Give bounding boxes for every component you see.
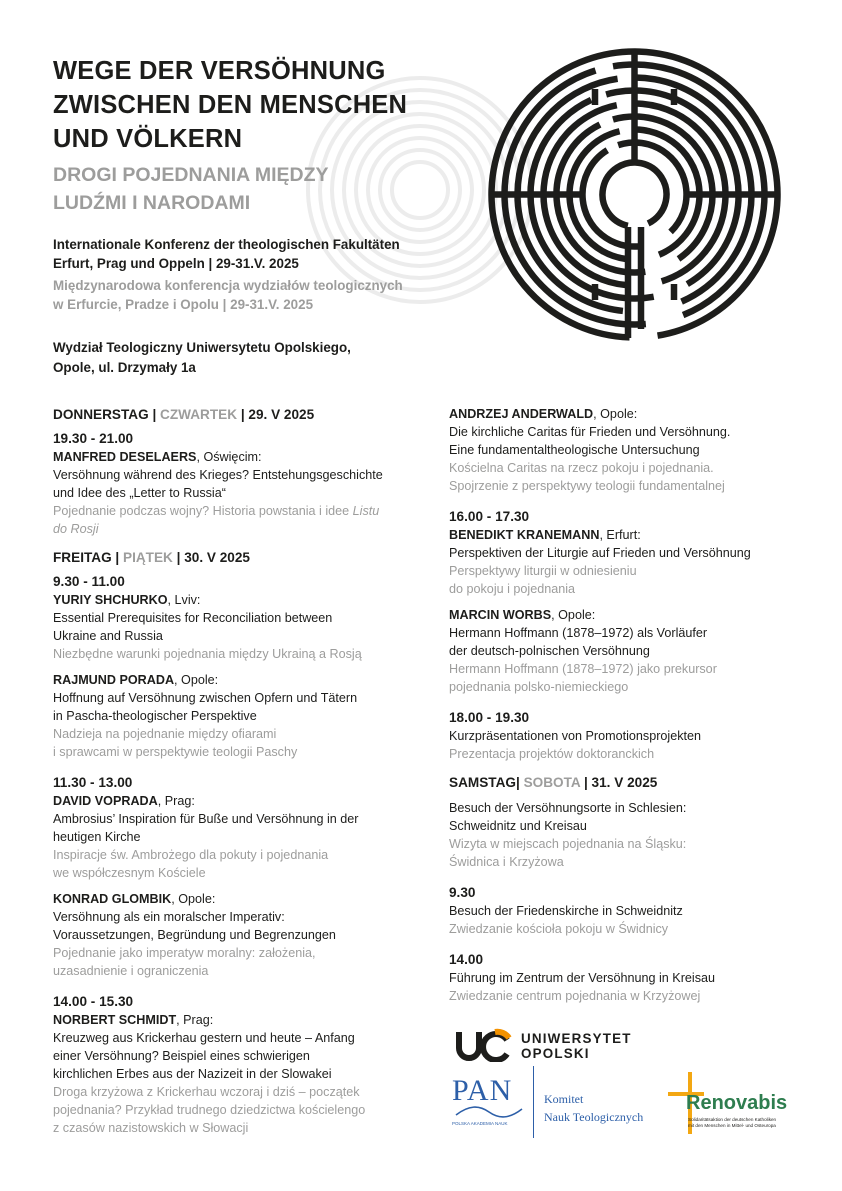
talk-title-de: Ambrosius’ Inspiration für Buße und Versöhnung in der [53,812,359,826]
komitet-text [544,1090,643,1126]
item-title-pl: Zwiedzanie centrum pojednania w Krzyżowej [449,989,701,1003]
time-slot: 9.30 [449,885,476,900]
item-title-pl: Świdnica i Krzyżowa [449,855,564,869]
uo-name-line: UNIWERSYTET [521,1031,632,1046]
labyrinth-emblem [487,47,782,342]
talk-title-pl: Inspiracje św. Ambrożego dla pokuty i pojednania [53,848,329,862]
speaker: YURIY SHCHURKO, Lviv: [53,593,201,607]
speaker: ANDRZEJ ANDERWALD, Opole: [449,407,638,421]
speaker: RAJMUND PORADA, Opole: [53,673,219,687]
subtitle-de-line: Erfurt, Prag und Oppeln | 29-31.V. 2025 [53,256,299,271]
program-right-column [449,405,819,1005]
talk-anderwald [449,405,819,495]
item-title-pl: Wizyta w miejscach pojednania na Śląsku: [449,837,687,851]
talk-title-pl: Perspektywy liturgii w odniesieniu [449,564,637,578]
subtitle-german [53,235,400,273]
day-heading-thursday: DONNERSTAG | CZWARTEK | 29. V 2025 [53,407,315,422]
uo-logo-icon [455,1028,515,1062]
time-slot: 14.00 [449,952,484,967]
title-de-line: UND VÖLKERN [53,125,243,153]
talk-title-de: Perspektiven der Liturgie auf Frieden und Versöhnung [449,546,751,560]
talk-title-pl: pojednania polsko-niemieckiego [449,680,629,694]
item-friedenskirche [449,902,819,938]
talk-title-de: Hermann Hoffmann (1878–1972) als Vorläufer [449,626,708,640]
talk-title-pl: do pokoju i pojednania [449,582,576,596]
talk-title-pl: Hermann Hoffmann (1878–1972) jako prekursor [449,662,717,676]
speaker: NORBERT SCHMIDT, Prag: [53,1013,214,1027]
talk-kranemann [449,526,819,598]
speaker: BENEDIKT KRANEMANN, Erfurt: [449,528,641,542]
venue [53,338,351,378]
talk-shchurko [53,591,418,663]
venue-line: Opole, ul. Drzymały 1a [53,360,196,375]
venue-line: Wydział Teologiczny Uniwersytetu Opolskiego, [53,340,351,355]
renovabis-small [688,1117,776,1128]
time-slot: 14.00 - 15.30 [53,994,134,1009]
talk-title-pl: Nadzieja na pojednanie między ofiarami [53,727,277,741]
item-title-de: Führung im Zentrum der Versöhnung in Kreisau [449,971,716,985]
item-title-de: Kurzpräsentationen von Promotionsprojekten [449,729,702,743]
item-visit [449,799,819,871]
item-title-de: Besuch der Friedenskirche in Schweidnitz [449,904,683,918]
talk-title-pl: Pojednanie jako imperatyw moralny: założenia, [53,946,316,960]
talk-title-pl: uzasadnienie i ograniczenia [53,964,209,978]
talk-glombik [53,890,418,980]
talk-title-de: Ukraine and Russia [53,629,163,643]
item-title-de: Schweidnitz und Kreisau [449,819,587,833]
talk-title-pl: we współczesnym Kościele [53,866,206,880]
talk-title-pl: Spojrzenie z perspektywy teologii fundamentalnej [449,479,725,493]
renovabis-logo [662,1070,812,1140]
talk-deselaers [53,448,418,538]
subtitle-pl-line: w Erfurcie, Pradze i Opolu | 29-31.V. 2025 [53,297,314,312]
talk-title-de: Essential Prerequisites for Reconciliation between [53,611,333,625]
renovabis-small-line: Solidaritätsaktion der deutschen Katholiken [688,1117,777,1122]
renovabis-wordmark: Renovabis [686,1092,788,1114]
talk-title-de: Voraussetzungen, Begründung und Begrenzungen [53,928,336,942]
speaker: KONRAD GLOMBIK, Opole: [53,892,216,906]
talk-title-pl: Niezbędne warunki pojednania między Ukrainą a Rosją [53,647,362,661]
talk-title-de: und Idee des „Letter to Russia“ [53,486,226,500]
talk-title-de: Eine fundamentaltheologische Untersuchung [449,443,700,457]
talk-title-de: heutigen Kirche [53,830,141,844]
talk-title-pl: Pojednanie podczas wojny? Historia powstania i idee Listu [53,504,380,518]
speaker: DAVID VOPRADA, Prag: [53,794,195,808]
talk-title-pl: z czasów nazistowskich w Słowacji [53,1121,249,1135]
talk-title-de: in Pascha-theologischer Perspektive [53,709,257,723]
talk-schmidt [53,1011,418,1137]
talk-title-pl: do Rosji [53,522,99,536]
komitet-line: Komitet [544,1092,584,1106]
talk-title-de: Hoffnung auf Versöhnung zwischen Opfern und Tätern [53,691,358,705]
pan-wordmark: PAN [452,1074,513,1107]
title-pl-line: LUDŹMI I NARODAMI [53,192,251,214]
item-title-pl: Zwiedzanie kościoła pokoju w Świdnicy [449,922,669,936]
talk-porada [53,671,418,761]
talk-title-pl: Droga krzyżowa z Krickerhau wczoraj i dziś – początek [53,1085,360,1099]
talk-voprada [53,792,418,882]
subtitle-pl-line: Międzynarodowa konferencja wydziałów teologicznych [53,278,403,293]
item-promotion [449,727,819,763]
pan-wave-icon [454,1105,524,1119]
talk-title-de: einer Versöhnung? Beispiel eines schwierigen [53,1049,310,1063]
talk-title-de: Versöhnung als ein moralscher Imperativ: [53,910,285,924]
talk-title-de: Kreuzweg aus Krickerhau gestern und heute – Anfang [53,1031,355,1045]
talk-title-pl: pojednania? Przykład trudnego dziedzictwa kościelengo [53,1103,366,1117]
pan-divider [533,1066,534,1138]
item-title-de: Besuch der Versöhnungsorte in Schlesien: [449,801,687,815]
talk-title-de: der deutsch-polnischen Versöhnung [449,644,650,658]
time-slot: 16.00 - 17.30 [449,509,530,524]
time-slot: 9.30 - 11.00 [53,574,125,589]
day-heading-friday: FREITAG | PIĄTEK | 30. V 2025 [53,550,250,565]
speaker: MARCIN WORBS, Opole: [449,608,596,622]
talk-worbs [449,606,819,696]
title-de-line: WEGE DER VERSÖHNUNG [53,57,386,85]
talk-title-de: kirchlichen Erbes aus der Nazizeit in der Slowakei [53,1067,332,1081]
pan-small: POLSKA AKADEMIA NAUK [452,1121,508,1126]
time-slot: 19.30 - 21.00 [53,431,134,446]
talk-title-pl: i sprawcami w perspektywie teologii Paschy [53,745,298,759]
talk-title-de: Versöhnung während des Krieges? Entstehungsgeschichte [53,468,383,482]
title-pl-line: DROGI POJEDNANIA MIĘDZY [53,164,329,186]
komitet-line: Nauk Teologicznych [544,1110,644,1124]
program-left-column [53,405,418,1137]
uo-name-line: OPOLSKI [521,1046,590,1061]
subtitle-polish [53,276,403,314]
talk-title-de: Die kirchliche Caritas für Frieden und Versöhnung. [449,425,731,439]
title-de-line: ZWISCHEN DEN MENSCHEN [53,91,408,119]
time-slot: 11.30 - 13.00 [53,775,133,790]
speaker: MANFRED DESELAERS, Oświęcim: [53,450,262,464]
item-kreisau [449,969,819,1005]
renovabis-small-line: mit den Menschen in Mittel- und Osteuropa [688,1122,776,1128]
title-polish [53,161,329,217]
time-slot: 18.00 - 19.30 [449,710,530,725]
subtitle-de-line: Internationale Konferenz der theologischen Fakultäten [53,237,400,252]
talk-title-pl: Kościelna Caritas na rzecz pokoju i pojednania. [449,461,714,475]
day-heading-saturday: SAMSTAG| SOBOTA | 31. V 2025 [449,775,658,790]
pan-logo [452,1075,532,1135]
item-title-pl: Prezentacja projektów doktoranckich [449,747,655,761]
title-german [53,54,407,156]
